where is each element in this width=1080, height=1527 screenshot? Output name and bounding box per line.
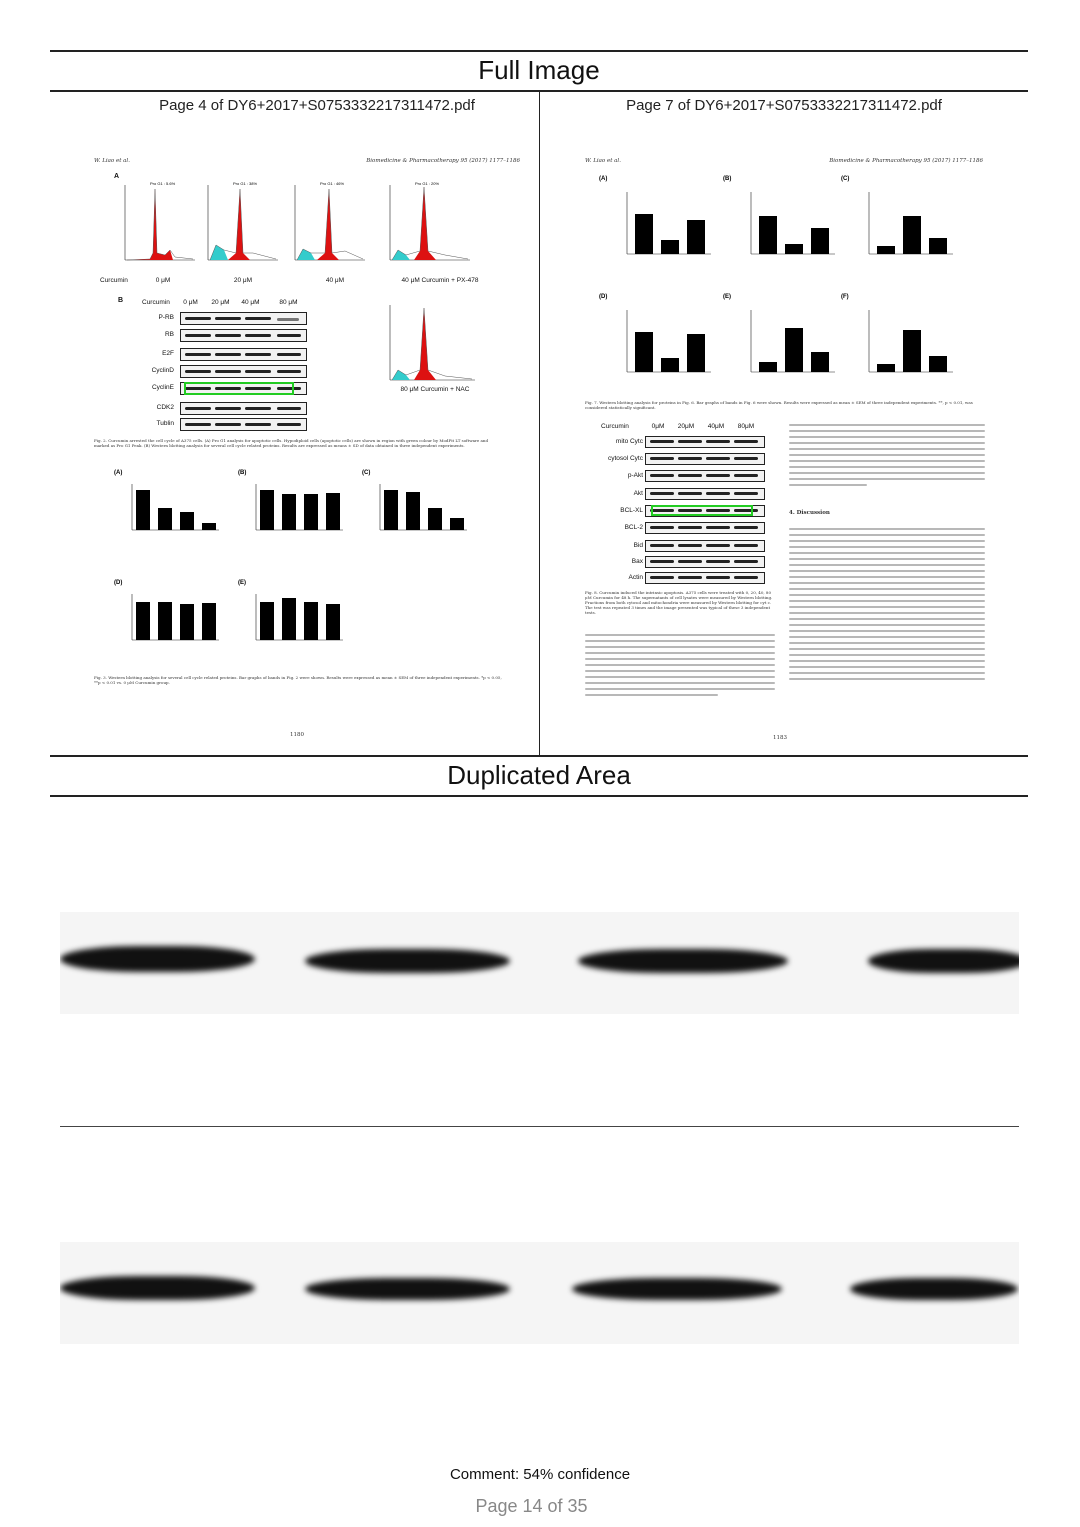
page-indicator: Page 14 of 35: [475, 1496, 588, 1516]
flow-curcumin-label: Curcumin: [100, 277, 128, 284]
blot-strip: [180, 329, 307, 342]
cycline-highlight-box: [184, 382, 294, 395]
duplicated-blot-bottom: [60, 1242, 1019, 1344]
bar-chart-c: [362, 470, 467, 530]
discussion-heading: 4. Discussion: [789, 510, 830, 516]
blot-header-20: 20 μM: [211, 299, 230, 306]
flow-condition-20: 20 μM: [233, 277, 253, 284]
top-rule: [50, 50, 1028, 52]
bar-panel-label: (B): [238, 470, 247, 476]
blot-row-label: CyclinE: [151, 384, 174, 391]
full-image-title: Full Image: [478, 55, 600, 85]
blot-band: [868, 949, 1019, 973]
bar-panel-label: (A): [114, 470, 123, 476]
flow-condition-40: 40 μM: [325, 277, 345, 284]
flow-title-4: Pro G1 : 20%: [415, 181, 440, 186]
right-bar-charts: [583, 172, 1003, 402]
fig7-caption: Fig. 7. Western blotting analysis for proteins in Fig. 6. Bar graphs of bands in Fig. 6 were shown. Results were expressed as mean ± SEM of three independent experiments. **, p < 0.01, was considered statistically significant.: [585, 400, 973, 410]
blot-row-label: CDK2: [156, 404, 174, 411]
fig2-caption: Fig. 2. Curcumin arrested the cell cycle of A375 cells. (A) Pro G1 analysis for apoptotic cells. Hypodiploid cells (apoptotic cells) are shown in region with green colour by ModFit LT software and marked as Pro G1 Peak. (B) Western blotting analysis for several cell cycle related proteins. Results are expressed as means ± SD of data obtained in three independent experiments.: [94, 438, 489, 448]
blot-strip: [180, 365, 307, 378]
dup-top-rule: [50, 755, 1028, 757]
right-page-caption: Page 7 of DY6+2017+S0753332217311472.pdf: [626, 97, 942, 114]
bar-panel-label: (C): [362, 470, 371, 476]
bar-panel-label: (B): [723, 176, 732, 182]
bar-panel-label: (A): [599, 176, 608, 182]
bar-panel-label: (D): [114, 580, 123, 586]
flow-condition-nac: 80 μM Curcumin + NAC: [400, 386, 470, 393]
blot-row-label: CyclinD: [151, 367, 174, 374]
flow-condition-px478: 40 μM Curcumin + PX-478: [401, 277, 479, 284]
blot-row-label: Actin: [628, 574, 643, 581]
flow-title-2: Pro G1 : 38%: [233, 181, 258, 186]
bar-panel-label: (E): [723, 294, 731, 300]
blot-band: [60, 1276, 255, 1300]
blot-row-label: BCL-2: [624, 524, 643, 531]
blot-row-label: E2F: [162, 350, 174, 357]
duplicated-blot-top: [60, 912, 1019, 1014]
body-text-right-column-top: [789, 424, 985, 490]
blot-band: [305, 1278, 510, 1300]
running-head-right: Biomedicine & Pharmacotherapy 95 (2017) 1177–1186: [366, 158, 520, 164]
blot-strip: [180, 418, 307, 431]
blot-row-label: Bax: [631, 558, 643, 565]
running-head-left: W. Liao et al.: [585, 158, 621, 164]
blot-header-curcumin: Curcumin: [142, 299, 170, 306]
blot-strip: [645, 436, 765, 448]
bar-chart-cytosol-cytc: [841, 176, 953, 254]
bar-panel-label: (E): [238, 580, 246, 586]
blot-strip: [180, 348, 307, 361]
bclxl-highlight-box: [651, 505, 753, 516]
blot-row-label: Bid: [633, 542, 643, 549]
flow-condition-0: 0 μM: [155, 277, 171, 284]
blot-row-label: p-Akt: [627, 472, 643, 479]
confidence-comment: Comment: 54% confidence: [449, 1466, 631, 1483]
blot-row-label: P-RB: [158, 314, 174, 321]
blot-row-label: BCL-XL: [620, 507, 643, 514]
bar-panel-label: (D): [599, 294, 608, 300]
blot-band: [850, 1278, 1018, 1300]
bar-chart-e: [238, 580, 343, 640]
bar-chart-bax: [841, 294, 953, 372]
dup-header-rule: [50, 795, 1028, 797]
fig3-caption: Fig. 3. Western blotting analysis for several cell cycle related proteins. Bar graphs of bands in Fig. 2 were shown. Results were expressed as mean ± SEM of three independent experiments. *p < 0.05, **p < 0.01 vs. 0 μM Curcumin group.: [94, 675, 502, 685]
blot-band: [305, 949, 510, 973]
right-page-thumbnail: [583, 150, 1023, 740]
body-text-right-column-discussion: [789, 528, 985, 684]
blot-strip: [645, 453, 765, 465]
blot-header-0: 0μM: [651, 423, 665, 430]
left-page-number: 1180: [290, 732, 304, 738]
flow-histogram-nac: [380, 300, 480, 390]
blot-strip: [645, 556, 765, 568]
bar-chart-b: [238, 470, 343, 530]
flow-title-3: Pro G1 : 46%: [320, 181, 345, 186]
bar-chart-a: [114, 470, 219, 530]
blot-header-40: 40μM: [707, 423, 725, 430]
bar-chart-g6pd: [599, 176, 711, 254]
running-head-left: W. Liao et al.: [94, 158, 130, 164]
blot-row-label: Tublin: [156, 420, 174, 427]
left-page-caption: Page 4 of DY6+2017+S0753332217311472.pdf: [159, 97, 475, 114]
blot-strip: [645, 488, 765, 500]
blot-strip: [180, 402, 307, 415]
blot-strip: [180, 312, 307, 325]
blot-header-curcumin: Curcumin: [601, 423, 629, 430]
duplicated-separator: [60, 1126, 1019, 1127]
blot-band: [60, 946, 255, 972]
running-head-right: Biomedicine & Pharmacotherapy 95 (2017) 1177–1186: [829, 158, 983, 164]
blot-row-label: Akt: [633, 490, 643, 497]
fig8-caption: Fig. 8. Curcumin induced the intrinsic apoptosis. A375 cells were treated with 0, 20, 40, 80 μM Curcumin for 48 h. The supernatants of cell lysates were measured by Western blotting. Fractions from both cytosol and mitochondria were measured by Western blotting for cyt c. The test was repeated 3 times and the image presented was typical of these 3 independent tests.: [585, 590, 773, 615]
page-divider: [539, 92, 540, 756]
bar-chart-mito-cytc: [723, 176, 835, 254]
panel-b-letter: B: [118, 297, 124, 304]
blot-strip: [645, 540, 765, 552]
body-text-left-column: [585, 634, 775, 700]
blot-strip: [645, 522, 765, 534]
bar-chart-d: [114, 580, 219, 640]
blot-strip: [645, 572, 765, 584]
bar-chart-hif1a: [723, 294, 835, 372]
blot-header-40: 40 μM: [241, 299, 260, 306]
panel-a-letter: A: [114, 173, 120, 180]
duplicated-area-title: Duplicated Area: [447, 760, 631, 790]
bar-panel-label: (C): [841, 176, 850, 182]
bar-panel-label: (F): [841, 294, 849, 300]
blot-header-20: 20μM: [677, 423, 695, 430]
blot-row-label: cytosol Cytc: [607, 455, 643, 462]
flow-title-1: Pro G1 : 5.6%: [150, 181, 176, 186]
left-page-thumbnail: [80, 150, 520, 740]
right-page-number: 1183: [773, 735, 787, 740]
blot-band: [578, 949, 788, 973]
blot-strip: [645, 470, 765, 482]
blot-band: [572, 1278, 782, 1300]
bar-chart-bcl2: [599, 294, 711, 372]
blot-header-80: 80 μM: [279, 299, 298, 306]
blot-header-0: 0 μM: [183, 299, 198, 306]
blot-row-label: RB: [164, 331, 174, 338]
left-bar-charts: [80, 468, 520, 688]
blot-row-label: mito Cytc: [615, 438, 643, 445]
blot-header-80: 80μM: [737, 423, 755, 430]
